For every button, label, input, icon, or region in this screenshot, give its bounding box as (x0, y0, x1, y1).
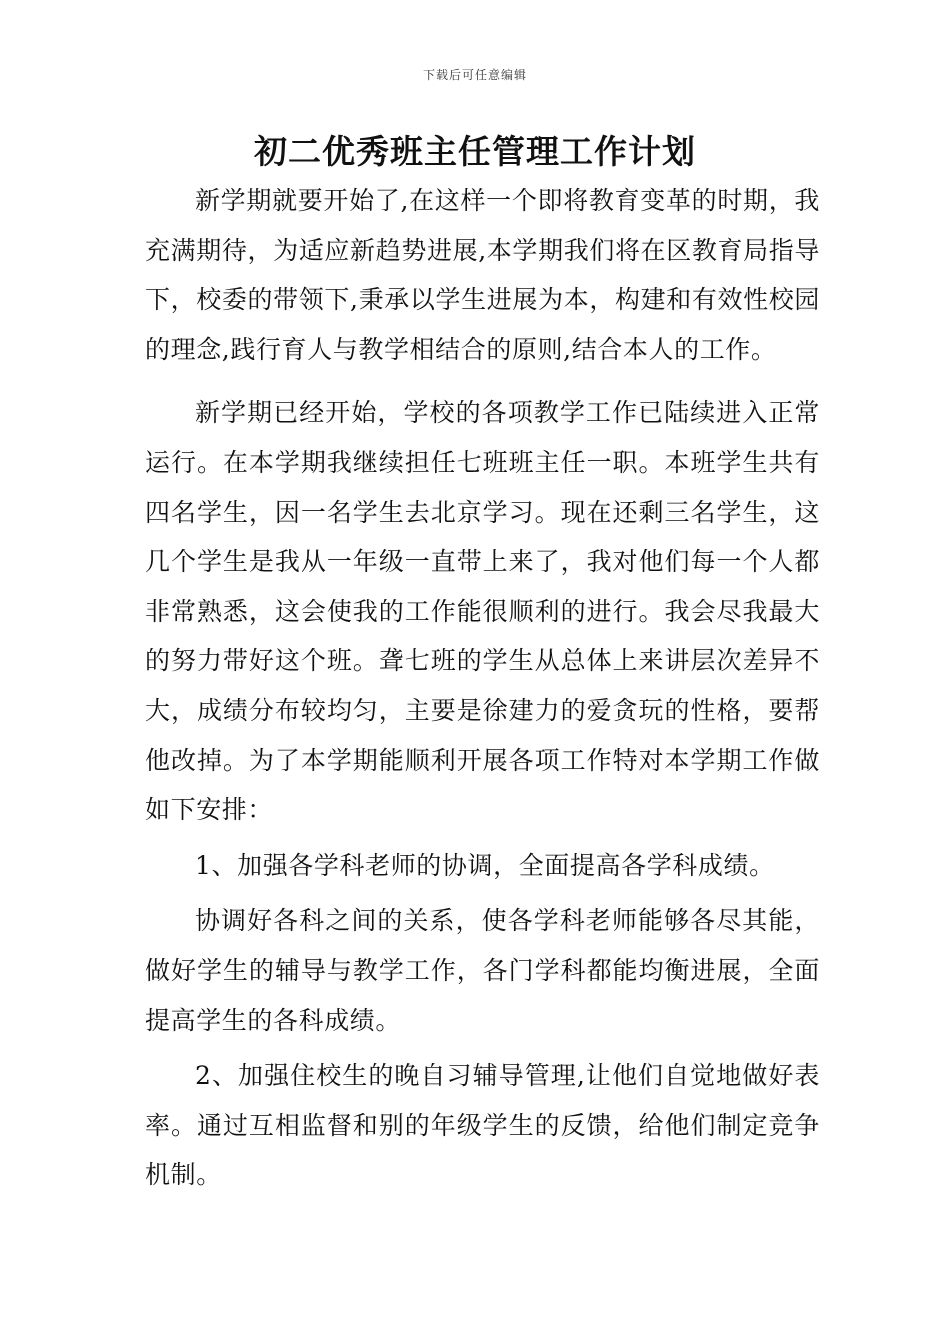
paragraph-item-1-heading: 1、加强各学科老师的协调，全面提高各学科成绩。 (195, 850, 775, 880)
paragraph-class-overview: 新学期已经开始，学校的各项教学工作已陆续进入正常运行。在本学期我继续担任七班班主任一职。本班学生共有四名学生，因一名学生去北京学习。现在还剩三名学生，这几个学生是我从一年级一直带上来了，我对他们每一个人都非常熟悉，这会使我的工作能很顺利的进行。我会尽我最大的努力带好这个班。聋七班的学生从总体上来讲层次差异不大，成绩分布较均匀，主要是徐建力的爱贪玩的性格，要帮他改掉。为了本学期能顺利开展各项工作特对本学期工作做如下安排： (145, 398, 820, 825)
header-note: 下载后可任意编辑 (422, 68, 527, 82)
paragraph-item-1-body: 协调好各科之间的关系，使各学科老师能够各尽其能，做好学生的辅导与教学工作，各门学科都能均衡进展，全面提高学生的各科成绩。 (145, 906, 820, 1035)
paragraph-intro: 新学期就要开始了,在这样一个即将教育变革的时期，我充满期待，为适应新趋势进展,本学期我们将在区教育局指导下，校委的带领下,秉承以学生进展为本，构建和有效性校园的理念,践行育人与教学相结合的原则,结合本人的工作。 (145, 186, 820, 364)
document-body (145, 176, 820, 1200)
paragraph-item-2: 2、加强住校生的晚自习辅导管理,让他们自觉地做好表率。通过互相监督和别的年级学生的反馈，给他们制定竞争机制。 (145, 1061, 820, 1190)
document-title: 初二优秀班主任管理工作计划 (254, 132, 696, 171)
